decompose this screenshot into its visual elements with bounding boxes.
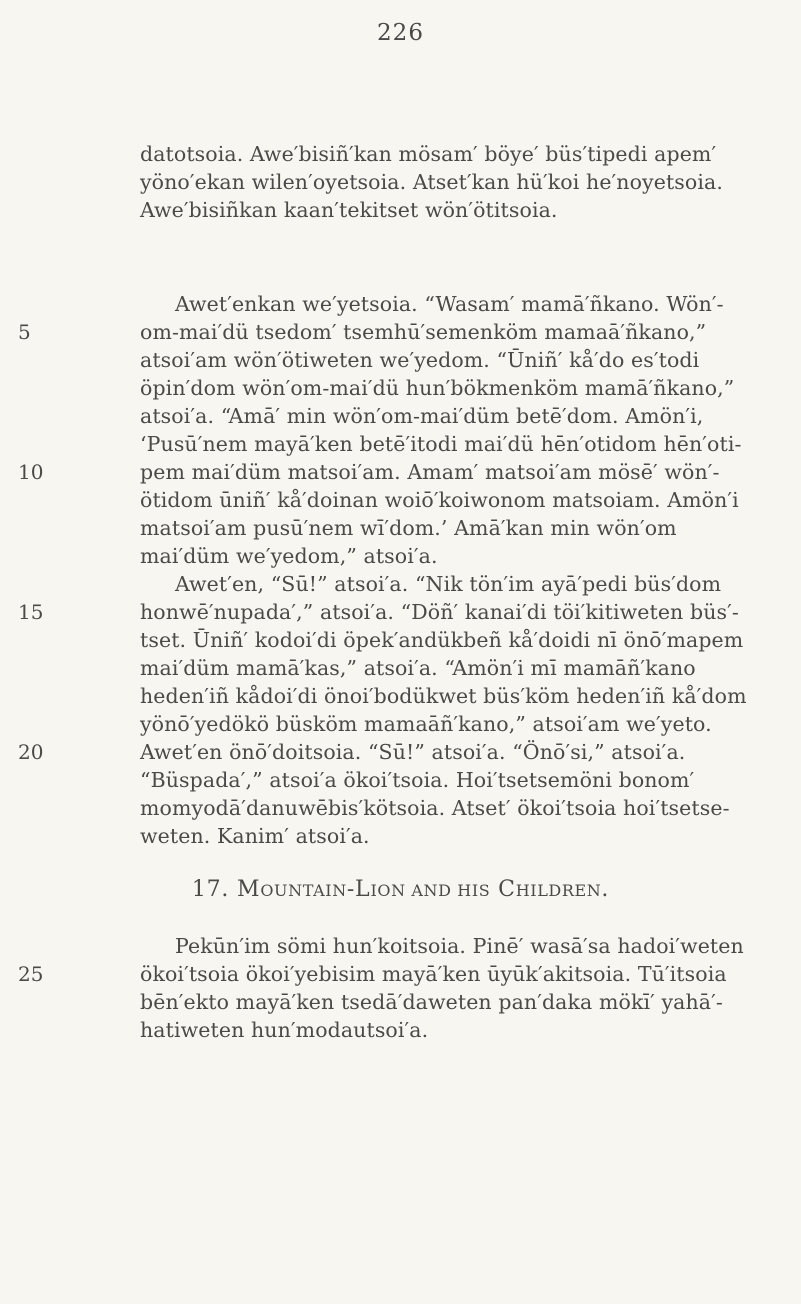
page-number: 226 xyxy=(377,20,424,46)
text-line: Awet′en, “Sū!” atsoi′a. “Nik tön′im ayā′pedi büs′dom xyxy=(175,572,722,596)
text-line: yöno′ekan wilen′oyetsoia. Atset′kan hü′koi he′noyetsoia. xyxy=(140,170,723,194)
text-line: hatiweten hun′modautsoi′a. xyxy=(140,1018,429,1042)
text-line: ötidom ūniñ′ kå′doinan woiō′koiwonom matsoiam. Amön′i xyxy=(140,488,739,512)
text-line: Awet′enkan we′yetsoia. “Wasam′ mamā′ñkano. Wön′- xyxy=(175,292,724,316)
text-line: atsoi′a. “Amā′ min wön′om-mai′düm betē′dom. Amön′i, xyxy=(140,404,704,428)
heading-smallcaps: OUNTAIN xyxy=(260,881,347,900)
text-line: tset. Ūniñ′ kodoi′di öpek′andükbeñ kå′doidi nī önō′mapem xyxy=(140,628,744,652)
text-line: pem mai′düm matsoi′am. Amam′ matsoi′am mösē′ wön′- xyxy=(140,460,720,484)
text-line: Pekūn′im sömi hun′koitsoia. Pinē′ wasā′sa hadoi′weten xyxy=(175,934,744,958)
line-number: 10 xyxy=(18,460,44,484)
text-line: “Büspada′,” atsoi′a ökoi′tsoia. Hoi′tsetsemöni bonom′ xyxy=(140,768,695,792)
text-line: honwē′nupada′,” atsoi′a. “Döñ′ kanai′di töi′kitiweten büs′- xyxy=(140,600,739,624)
line-number: 20 xyxy=(18,740,44,764)
heading-period: . xyxy=(601,877,610,902)
text-line: om-mai′dü tsedom′ tsemhū′semenköm mamaā′ñkano,” xyxy=(140,320,707,344)
line-number: 15 xyxy=(18,600,44,624)
heading-cap: M xyxy=(237,877,261,902)
heading-cap: L xyxy=(355,877,371,902)
text-line: weten. Kanim′ atsoi′a. xyxy=(140,824,370,848)
heading-cap: C xyxy=(498,877,516,902)
section-heading xyxy=(0,876,801,905)
text-line: ökoi′tsoia ökoi′yebisim mayā′ken ūyūk′akitsoia. Tū′itsoia xyxy=(140,962,727,986)
text-line: mai′düm we′yedom,” atsoi′a. xyxy=(140,544,438,568)
text-line: datotsoia. Awe′bisiñ′kan mösam′ böye′ büs′tipedi apem′ xyxy=(140,142,717,166)
text-line: Awet′en önō′doitsoia. “Sū!” atsoi′a. “Önō′si,” atsoi′a. xyxy=(140,740,686,764)
text-line: mai′düm mamā′kas,” atsoi′a. “Amön′i mī mamāñ′kano xyxy=(140,656,696,680)
heading-smallcaps: ION AND HIS xyxy=(370,881,491,900)
text-line: öpin′dom wön′om-mai′dü hun′bökmenköm mamā′ñkano,” xyxy=(140,376,735,400)
text-line: bēn′ekto mayā′ken tsedā′daweten pan′daka mökī′ yahā′- xyxy=(140,990,723,1014)
text-line: yönō′yedökö büsköm mamaāñ′kano,” atsoi′am we′yeto. xyxy=(140,712,712,736)
text-line: ‘Pusū′nem mayā′ken betē′itodi mai′dü hēn′otidom hēn′oti- xyxy=(140,432,742,456)
heading-dash: - xyxy=(346,877,356,902)
heading-smallcaps: HILDREN xyxy=(515,881,602,900)
line-number: 5 xyxy=(18,320,31,344)
heading-number: 17. xyxy=(191,877,230,902)
text-line: Awe′bisiñkan kaan′tekitset wön′ötitsoia. xyxy=(140,198,558,222)
line-number: 25 xyxy=(18,962,44,986)
text-line: atsoi′am wön′ötiweten we′yedom. “Ūniñ′ kå′do es′todi xyxy=(140,348,700,372)
text-line: heden′iñ kådoi′di önoi′bodükwet büs′köm heden′iñ kå′dom xyxy=(140,684,747,708)
text-line: momyodā′danuwēbis′kötsoia. Atset′ ökoi′tsoia hoi′tsetse- xyxy=(140,796,730,820)
text-line: matsoi′am pusū′nem wī′dom.’ Amā′kan min wön′om xyxy=(140,516,677,540)
